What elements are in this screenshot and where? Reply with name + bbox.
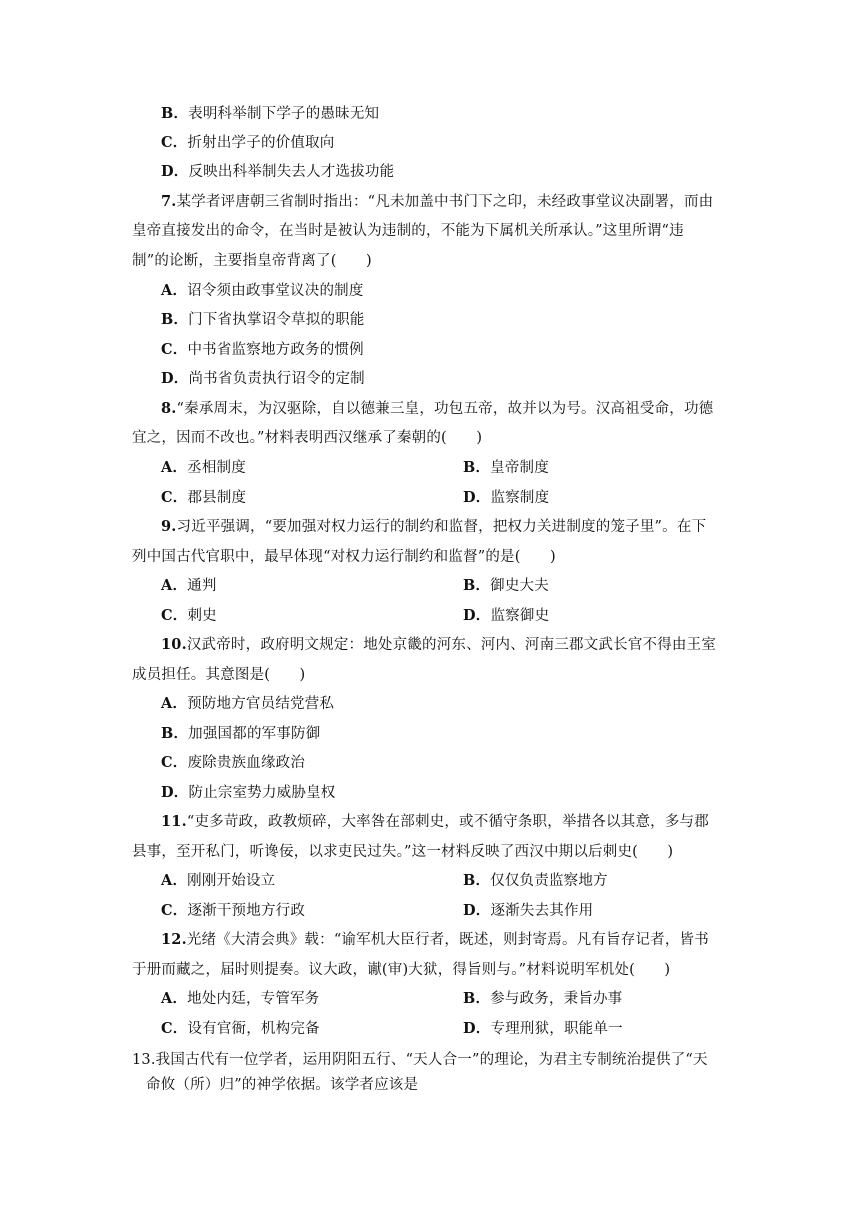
q6-option-d: D．反映出科举制失去人才选拔功能 xyxy=(161,163,395,180)
q11-option-c: C．逐渐干预地方行政 xyxy=(161,902,306,919)
q6-option-b: B．表明科举制下学子的愚昧无知 xyxy=(161,105,380,122)
q8-number: 8. xyxy=(161,400,177,417)
q6-option-c: C．折射出学子的价值取向 xyxy=(161,134,335,151)
q13-stem-line-2: 命攸（所）归”的神学依据。该学者应该是 xyxy=(146,1077,419,1093)
q11-option-d: D．逐渐失去其作用 xyxy=(463,902,594,919)
q7-stem-line-3: 制”的论断，主要指皇帝背离了( ) xyxy=(132,253,372,269)
q11-option-a: A．刚刚开始设立 xyxy=(161,872,276,889)
q10-number: 10. xyxy=(161,636,187,653)
q13-stem-line-1: 13.我国古代有一位学者，运用阴阳五行、“天人合一”的理论，为君主专制统治提供了“天 xyxy=(132,1052,708,1068)
q8-option-d: D．监察制度 xyxy=(463,489,550,506)
q9-option-a: A．通判 xyxy=(161,577,217,594)
q9-stem-line-1: 9.习近平强调，“要加强对权力运行的制约和监督，把权力关进制度的笼子里”。在下 xyxy=(161,518,707,535)
q11-number: 11. xyxy=(161,813,187,830)
q12-stem-line-1: 12.光绪《大清会典》载：“谕军机大臣行者，既述，则封寄焉。凡有旨存记者，皆书 xyxy=(161,931,709,948)
q10-stem-line-2: 成员担任。其意图是( ) xyxy=(132,667,306,683)
q13-number: 13. xyxy=(132,1052,156,1068)
q12-stem-line-2: 于册而藏之，届时则提奏。议大政，谳(审)大狱，得旨则与。”材料说明军机处( ) xyxy=(132,962,671,978)
q9-option-d: D．监察御史 xyxy=(463,607,550,624)
q10-option-d: D．防止宗室势力威胁皇权 xyxy=(161,784,336,801)
q7-option-d: D．尚书省负责执行诏令的定制 xyxy=(161,370,365,387)
q8-stem-line-2: 宜之，因而不改也。”材料表明西汉继承了秦朝的( ) xyxy=(132,430,483,446)
q9-option-c: C．刺史 xyxy=(161,607,217,624)
q11-option-b: B．仅仅负责监察地方 xyxy=(463,872,608,889)
q12-option-b: B．参与政务，秉旨办事 xyxy=(463,990,623,1007)
q8-option-c: C．郡县制度 xyxy=(161,489,247,506)
q7-option-b: B．门下省执掌诏令草拟的职能 xyxy=(161,311,365,328)
q9-number: 9. xyxy=(161,518,177,535)
q12-option-d: D．专理刑狱，职能单一 xyxy=(463,1020,623,1037)
q7-option-a: A．诏令须由政事堂议决的制度 xyxy=(161,282,364,299)
q11-stem-line-2: 县事，至开私门，听谗佞，以求吏民过失。”这一材料反映了西汉中期以后刺史( ) xyxy=(132,844,674,860)
q9-option-b: B．御史大夫 xyxy=(463,577,549,594)
q7-stem-line-2: 皇帝直接发出的命令，在当时是被认为违制的，不能为下属机关所承认。”这里所谓“违 xyxy=(132,223,684,239)
q8-option-b: B．皇帝制度 xyxy=(463,459,549,476)
q7-option-c: C．中书省监察地方政务的惯例 xyxy=(161,341,364,358)
q10-option-c: C．废除贵族血缘政治 xyxy=(161,754,306,771)
q12-number: 12. xyxy=(161,931,187,948)
q10-option-b: B．加强国都的军事防御 xyxy=(161,725,321,742)
q12-option-c: C．设有官衙，机构完备 xyxy=(161,1020,320,1037)
q8-stem-line-1: 8.“秦承周末，为汉驱除，自以德兼三皇，功包五帝，故并以为号。汉高祖受命，功德 xyxy=(161,400,714,417)
q8-option-a: A．丞相制度 xyxy=(161,459,246,476)
q10-option-a: A．预防地方官员结党营私 xyxy=(161,695,335,712)
q10-stem-line-1: 10.汉武帝时，政府明文规定：地处京畿的河东、河内、河南三郡文武长官不得由王室 xyxy=(161,636,717,653)
q7-number: 7. xyxy=(161,193,177,210)
q9-stem-line-2: 列中国古代官职中，最早体现“对权力运行制约和监督”的是( ) xyxy=(132,549,556,565)
q11-stem-line-1: 11.“吏多苛政，政教烦碎，大率咎在部刺史，或不循守条职，举措各以其意，多与郡 xyxy=(161,813,709,830)
q12-option-a: A．地处内廷，专管军务 xyxy=(161,990,320,1007)
q7-stem-line-1: 7.某学者评唐朝三省制时指出：“凡未加盖中书门下之印，未经政事堂议决副署，而由 xyxy=(161,193,714,210)
